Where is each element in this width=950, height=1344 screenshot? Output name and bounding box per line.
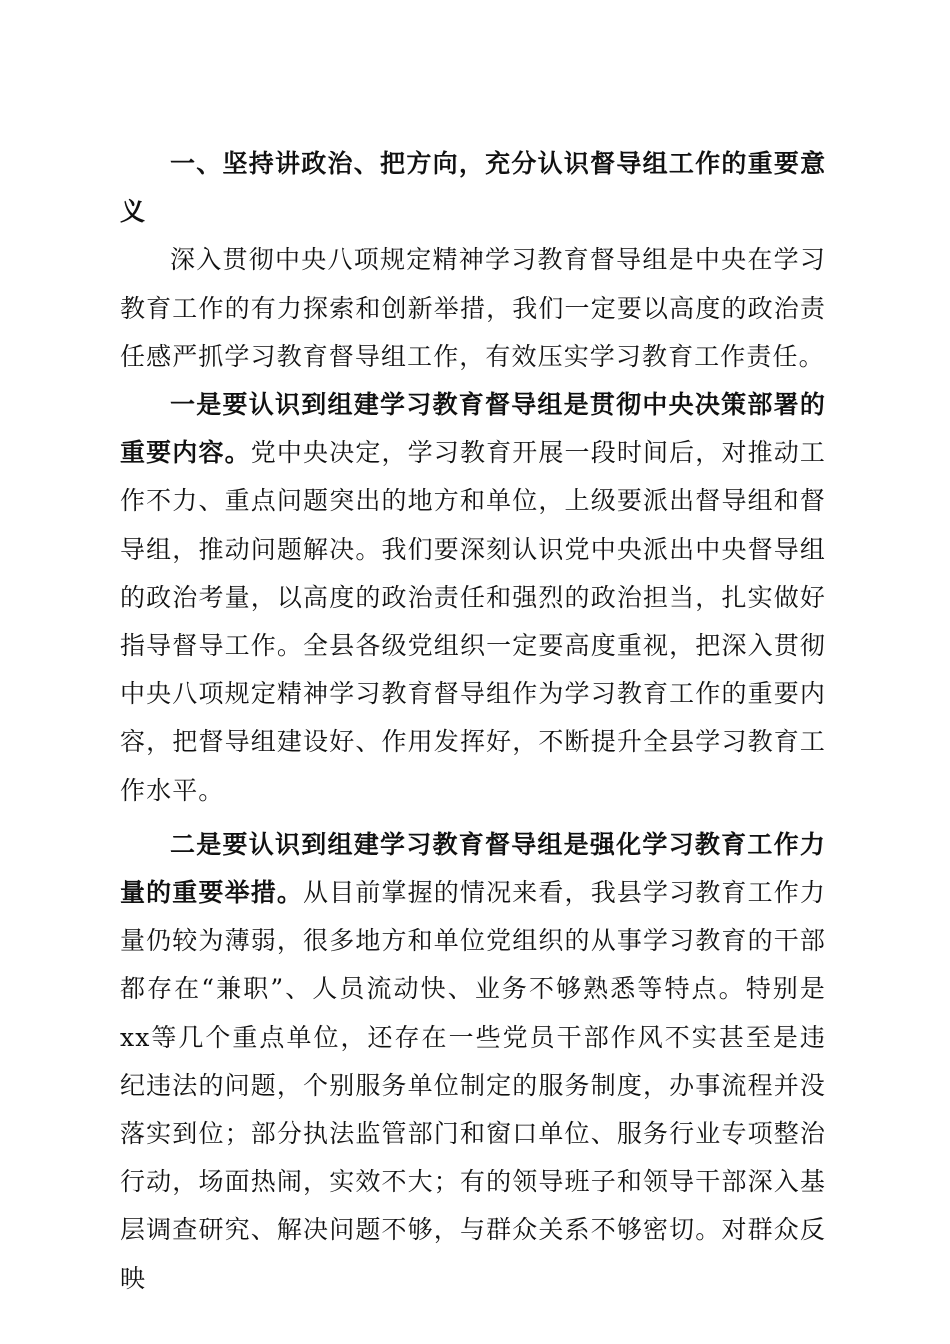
point-one-lead: 一是要认识到组建学习教育督导组是贯彻中央决策部署的重要内容。 (120, 390, 826, 468)
document-page (120, 140, 826, 1303)
point-one-body: 党中央决定，学习教育开展一段时间后，对推动工作不力、重点问题突出的地方和单位，上级要派出督导组和督导组，推动问题解决。我们要深刻认识党中央派出中央督导组的政治考量，以高度的政治责任和强烈的政治担当，扎实做好指导督导工作。全县各级党组织一定要高度重视，把深入贯彻中央八项规定精神学习教育督导组作为学习教育工作的重要内容，把督导组建设好、作用发挥好，不断提升全县学习教育工作水平。 (120, 438, 826, 805)
point-two-body: 从目前掌握的情况来看，我县学习教育工作力量仍较为薄弱，很多地方和单位党组织的从事学习教育的干部都存在“兼职”、人员流动快、业务不够熟悉等特点。特别是xx等几个重点单位，还存在一些党员干部作风不实甚至是违纪违法的问题，个别服务单位制定的服务制度，办事流程并没落实到位；部分执法监管部门和窗口单位、服务行业专项整治行动，场面热闹，实效不大；有的领导班子和领导干部深入基层调查研究、解决问题不够，与群众关系不够密切。对群众反映 (120, 878, 826, 1293)
point-two-lead: 二是要认识到组建学习教育督导组是强化学习教育工作力量的重要举措。 (120, 829, 826, 908)
intro-paragraph: 深入贯彻中央八项规定精神学习教育督导组是中央在学习教育工作的有力探索和创新举措，我们一定要以高度的政治责任感严抓学习教育督导组工作，有效压实学习教育工作责任。 (120, 245, 826, 371)
point-two-paragraph (120, 821, 826, 1303)
point-one-paragraph (120, 381, 826, 815)
section-heading: 一、坚持讲政治、把方向，充分认识督导组工作的重要意义 (120, 149, 826, 227)
